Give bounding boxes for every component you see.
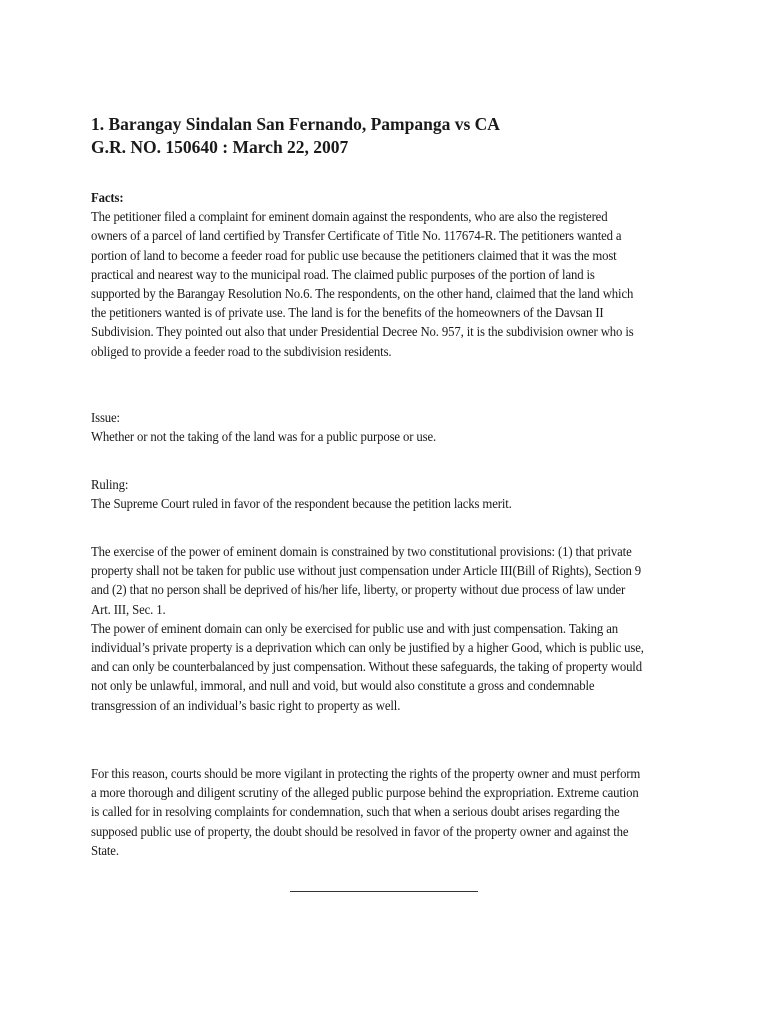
- vigilance-paragraph: For this reason, courts should be more vigilant in protecting the rights of the property owner and must perform a more thorough and diligent scrutiny of the alleged public purpose behind the expropriation. Extreme caution is called for in resolving complaints for condemnation, such that when a serious doubt arises regarding the supposed public use of property, the doubt should be resolved in favor of the property owner and against the State.: [91, 766, 641, 858]
- constitutional-provisions-paragraph: The exercise of the power of eminent domain is constrained by two constitutional provisions: (1) that private property shall not be taken for public use without just compensation under Article III(Bill of Rights), Section 9 and (2) that no person shall be deprived of his/her life, liberty, or property without due process of law under Art. III, Sec. 1.: [91, 544, 641, 617]
- ruling-section: [91, 475, 646, 513]
- ruling-body: The Supreme Court ruled in favor of the respondent because the petition lacks merit.: [91, 496, 512, 512]
- closing-rule-line: [290, 891, 478, 892]
- case-title-line-1: 1. Barangay Sindalan San Fernando, Pampanga vs CA: [91, 114, 500, 134]
- eminent-domain-discussion: [91, 542, 646, 715]
- issue-body: Whether or not the taking of the land was for a public purpose or use.: [91, 429, 437, 445]
- vigilance-section: [91, 764, 646, 860]
- issue-section: [91, 408, 646, 446]
- case-title: [91, 113, 691, 159]
- facts-section: [91, 188, 646, 361]
- facts-body: The petitioner filed a complaint for eminent domain against the respondents, who are also the registered owners of a parcel of land certified by Transfer Certificate of Title No. 117674-R. The petitioners wanted a portion of land to become a feeder road for public use because the petitioners claimed that it was the most practical and nearest way to the municipal road. The claimed public purposes of the portion of land is supported by the Barangay Resolution No.6. The respondents, on the other hand, claimed that the land which the petitioners wanted is of private use. The land is for the benefits of the homeowners of the Davsan II Subdivision. They pointed out also that under Presidential Decree No. 957, it is the subdivision owner who is obliged to provide a feeder road to the subdivision residents.: [91, 209, 634, 359]
- issue-heading: Issue:: [91, 410, 120, 425]
- public-use-compensation-paragraph: The power of eminent domain can only be exercised for public use and with just compensation. Taking an individual’s private property is a deprivation which can only be justified by a higher Good, which is public use, and can only be counterbalanced by just compensation. Without these safeguards, the taking of property would not only be unlawful, immoral, and null and void, but would also constitute a gross and condemnable transgression of an individual’s basic right to property as well.: [91, 620, 644, 713]
- facts-heading: Facts:: [91, 190, 124, 205]
- ruling-heading: Ruling:: [91, 477, 129, 492]
- case-citation: G.R. NO. 150640 : March 22, 2007: [91, 137, 349, 157]
